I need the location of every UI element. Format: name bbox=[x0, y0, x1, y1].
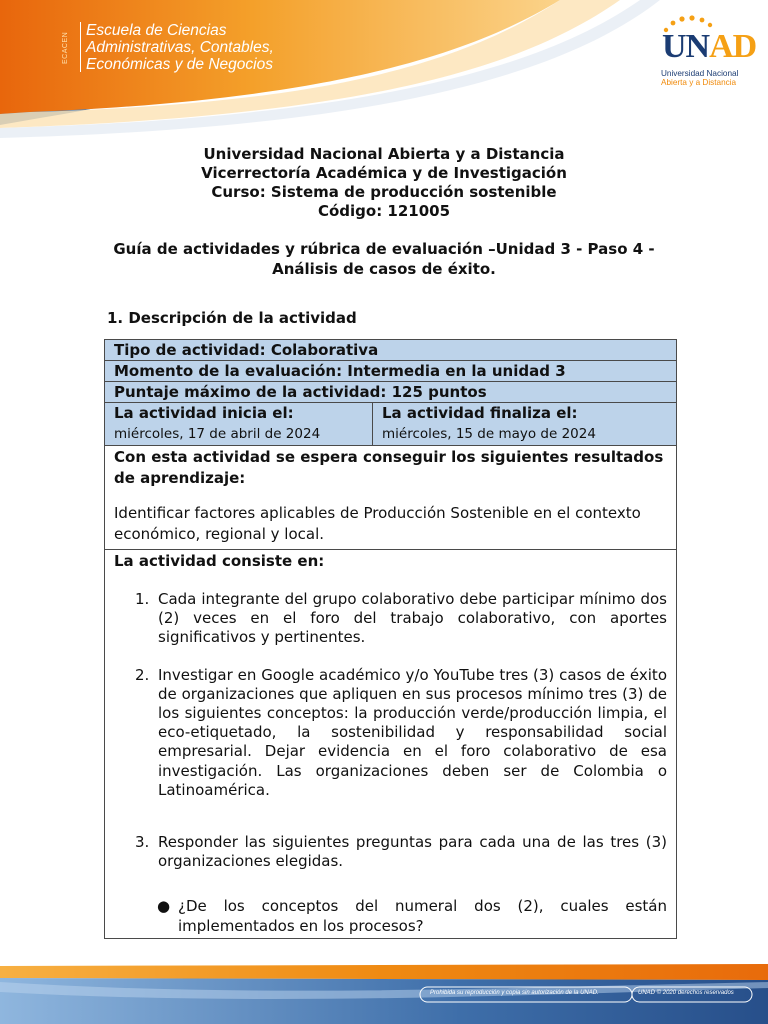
bullet-icon: ● bbox=[157, 897, 171, 916]
activity-table bbox=[104, 339, 677, 939]
school-line: Económicas y de Negocios bbox=[86, 56, 273, 73]
logo-wordmark bbox=[662, 28, 756, 66]
learning-outcomes-text: Identificar factores aplicables de Producción Sostenible en el contexto económico, regional y local. bbox=[114, 504, 641, 543]
title-line: Vicerrectoría Académica y de Investigación bbox=[201, 164, 567, 182]
end-date: miércoles, 15 de mayo de 2024 bbox=[382, 426, 596, 442]
subtitle-line: Análisis de casos de éxito. bbox=[272, 259, 496, 278]
list-number: 1. bbox=[135, 590, 150, 608]
title-line: Curso: Sistema de producción sostenible bbox=[211, 183, 557, 201]
list-item bbox=[114, 833, 667, 871]
list-item bbox=[114, 666, 667, 800]
learning-outcomes-cell bbox=[105, 446, 677, 550]
ecacen-tag: ECACEN bbox=[62, 31, 69, 65]
unad-logo bbox=[656, 14, 757, 87]
guide-subtitle bbox=[100, 240, 668, 279]
evaluation-moment: Momento de la evaluación: Intermedia en la unidad 3 bbox=[105, 361, 677, 382]
section-heading: 1. Descripción de la actividad bbox=[107, 309, 357, 327]
logo-ad: AD bbox=[709, 28, 757, 65]
end-label: La actividad finaliza el: bbox=[382, 404, 578, 422]
start-date: miércoles, 17 de abril de 2024 bbox=[114, 426, 321, 442]
title-line: Universidad Nacional Abierta y a Distancia bbox=[203, 145, 565, 163]
bullet-text: ¿De los conceptos del numeral dos (2), cuales están implementados en los procesos? bbox=[178, 897, 667, 935]
subtitle-line: Guía de actividades y rúbrica de evaluación –Unidad 3 - Paso 4 - bbox=[113, 240, 655, 258]
logo-subtitle-2: Abierta y a Distancia bbox=[661, 78, 737, 87]
learning-outcomes-title: Con esta actividad se espera conseguir los siguientes resultados de aprendizaje: bbox=[114, 448, 664, 487]
document-title bbox=[0, 145, 768, 221]
list-number: 2. bbox=[135, 665, 150, 684]
divider bbox=[80, 22, 81, 72]
list-item-text: Cada integrante del grupo colaborativo debe participar mínimo dos (2) veces en el foro del trabajo colaborativo, con aportes significativos y pertinentes. bbox=[158, 590, 667, 647]
list-number: 3. bbox=[135, 833, 150, 852]
school-line: Administrativas, Contables, bbox=[86, 39, 274, 56]
school-name bbox=[86, 22, 274, 73]
max-score: Puntaje máximo de la actividad: 125 puntos bbox=[105, 382, 677, 403]
footer-notice: Prohibida su reproducción y copia sin autorización de la UNAD. bbox=[430, 990, 599, 996]
list-item-text: Investigar en Google académico y/o YouTube tres (3) casos de éxito de organizaciones que apliquen en sus procesos mínimo tres (3) de los siguientes conceptos: la producción verde/producción limpia, el eco-etiquetado, la sostenibilidad y responsabilidad social empresarial. Dejar evidencia en el foro colaborativo de esa investigación. Las organizaciones deben ser de Colombia o Latinoamérica. bbox=[158, 665, 667, 799]
start-label: La actividad inicia el: bbox=[114, 404, 294, 422]
activity-steps-list bbox=[114, 590, 667, 936]
list-item bbox=[114, 590, 667, 648]
title-line: Código: 121005 bbox=[317, 202, 451, 220]
activity-consists-title: La actividad consiste en: bbox=[114, 552, 325, 570]
activity-type: Tipo de actividad: Colaborativa bbox=[105, 340, 677, 361]
school-line: Escuela de Ciencias bbox=[86, 22, 227, 39]
bullet-item bbox=[114, 897, 667, 935]
end-date-cell bbox=[373, 403, 677, 446]
footer-copyright: UNAD © 2020 derechos reservados bbox=[638, 990, 734, 996]
logo-subtitle-1: Universidad Nacional bbox=[661, 69, 739, 78]
list-item-text: Responder las siguientes preguntas para cada una de las tres (3) organizaciones elegidas. bbox=[158, 833, 667, 871]
start-date-cell bbox=[105, 403, 373, 446]
activity-consists-cell bbox=[105, 550, 677, 939]
logo-un: UN bbox=[662, 28, 710, 65]
